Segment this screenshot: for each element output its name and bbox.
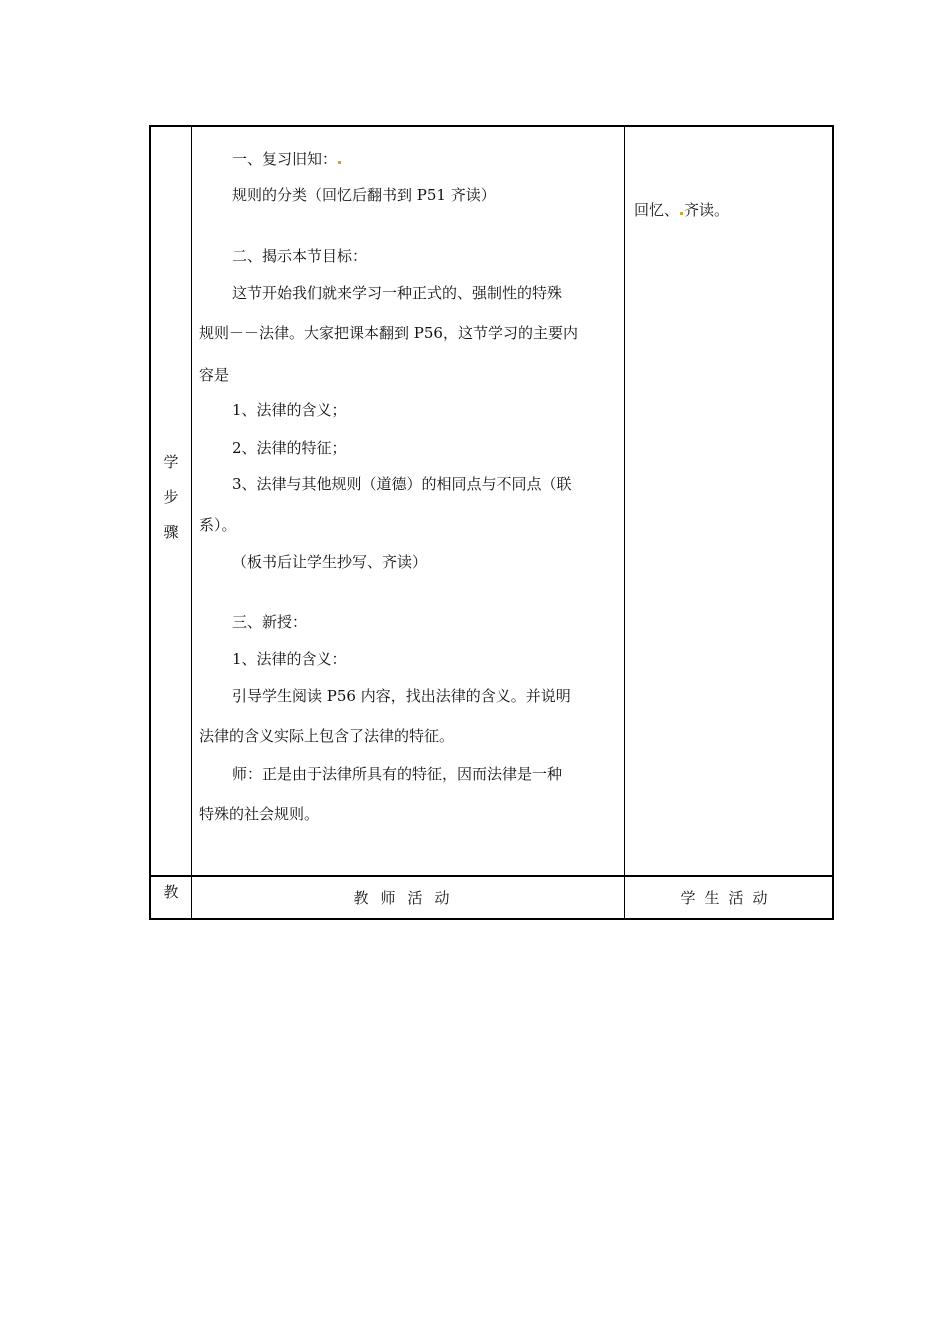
teacher-line-goal-item-3: 3、法律与其他规则（道德）的相同点与不同点（联 (232, 475, 572, 493)
teacher-line-goal-body-2: 规则－－法律。大家把课本翻到 P56，这节学习的主要内 (199, 324, 578, 342)
teacher-line-goal-body-1: 这节开始我们就来学习一种正式的、强制性的特殊 (232, 284, 563, 302)
student-activity-heading: 学生活动 (680, 889, 777, 907)
teacher-line-teacher-remark-1: 师：正是由于法律所具有的特征，因而法律是一种 (232, 765, 563, 783)
annotation-mark (338, 161, 341, 164)
vertical-side-label (151, 445, 191, 550)
student-activity-text (634, 199, 729, 220)
teacher-line-review-heading (232, 149, 652, 169)
student-text-part-1: 回忆、 (634, 201, 680, 219)
student-activity-cell (625, 127, 832, 876)
teacher-activity-heading: 教师活动 (191, 877, 625, 920)
teacher-line-goal-body-3: 容是 (199, 366, 230, 384)
teacher-line-review-body: 规则的分类（回忆后翻书到 P51 齐读） (232, 186, 496, 204)
teacher-line-goal-item-1: 1、法律的含义； (232, 401, 347, 419)
annotation-mark (680, 212, 683, 215)
teacher-line-goal-item-3-cont: 系）。 (199, 516, 237, 534)
student-text-part-2: 齐读。 (684, 201, 730, 219)
teacher-line-goal-item-2: 2、法律的特征； (232, 439, 347, 457)
teacher-line-board-note: （板书后让学生抄写、齐读） (232, 553, 428, 571)
teacher-line-teacher-remark-2: 特殊的社会规则。 (199, 805, 320, 823)
side-label-char-3: 骤 (163, 523, 179, 541)
teacher-line-new-item-1: 1、法律的含义： (232, 650, 347, 668)
teacher-line-new-heading: 三、新授： (232, 613, 308, 631)
teacher-line-text: 一、复习旧知： (232, 150, 338, 168)
side-label-char-1: 学 (163, 453, 179, 471)
side-label-cell (151, 127, 192, 876)
side-label-char-2: 步 (163, 488, 179, 506)
teacher-line-new-body-1: 引导学生阅读 P56 内容，找出法律的含义。并说明 (232, 687, 571, 705)
header-row (151, 875, 832, 920)
header-label-cell: 教 (151, 877, 192, 920)
teacher-line-goal-heading: 二、揭示本节目标： (232, 247, 368, 265)
teacher-line-new-body-2: 法律的含义实际上包含了法律的特征。 (199, 727, 455, 745)
lesson-plan-table (149, 125, 834, 920)
teacher-activity-cell (191, 127, 625, 876)
